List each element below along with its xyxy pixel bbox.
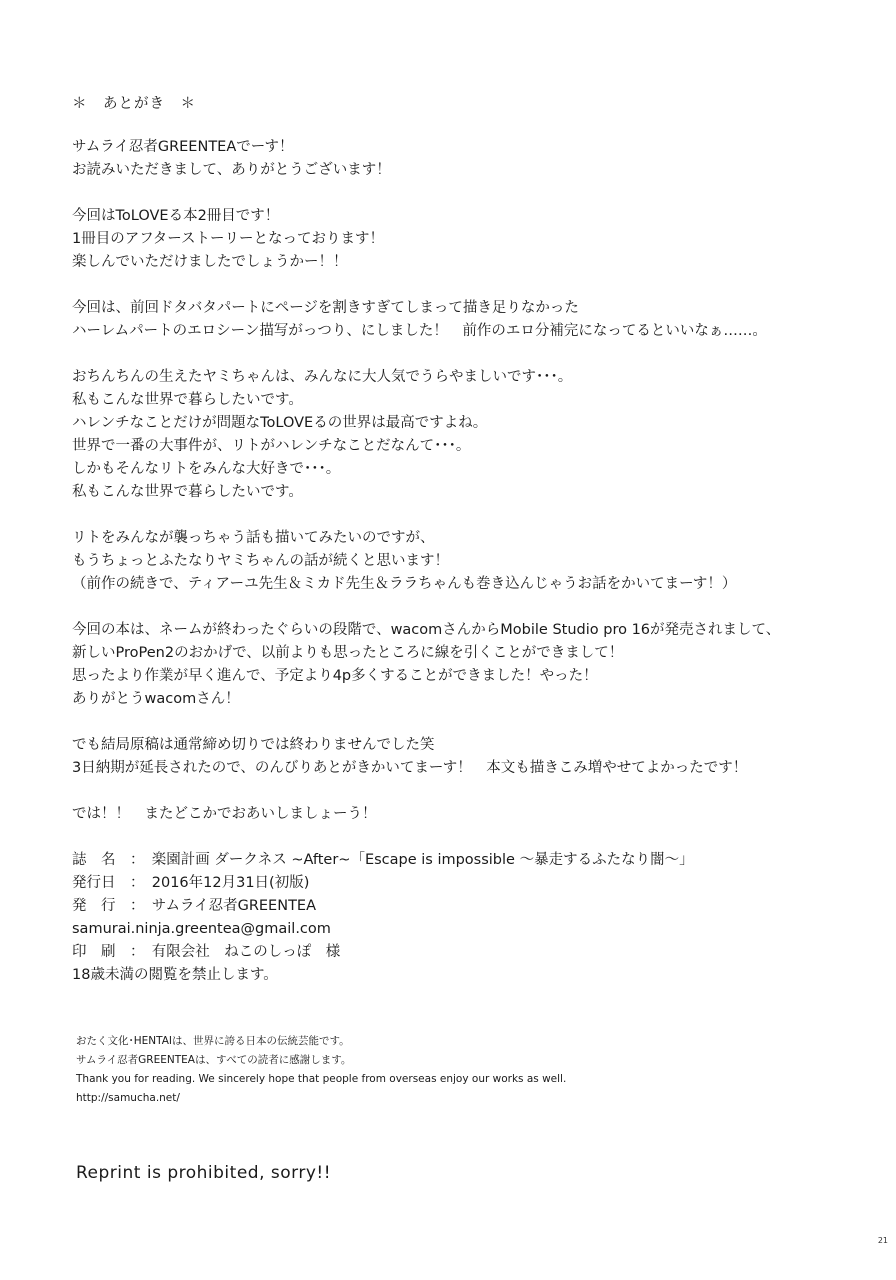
footer-note — [76, 1032, 836, 1108]
text-line: 思ったより作業が早く進んで、予定より4p多くすることができました！やった！ — [72, 668, 598, 684]
paragraph-future-plans — [72, 527, 872, 596]
text-line: 3日納期が延長されたので、のんびりあとがきかいてまーす！ 本文も描きこみ増やせてよかったです！ — [72, 760, 748, 776]
text-line: もうちょっとふたなりヤミちゃんの話が続くと思います！ — [72, 553, 449, 569]
text-line: ありがとうwacomさん！ — [72, 691, 240, 707]
text-line: でも結局原稿は通常締め切りでは終わりませんでした笑 — [72, 737, 435, 753]
text-line: お読みいただきまして、ありがとうございます！ — [72, 162, 391, 178]
colophon-publisher: 発 行 ： サムライ忍者GREENTEA — [72, 898, 317, 914]
text-line: ハーレムパートのエロシーン描写がっつり、にしました！ 前作のエロ分補完になってるといいなぁ……。 — [72, 323, 767, 339]
paragraph-deadline-note — [72, 734, 872, 780]
colophon-date: 発行日 ： 2016年12月31日(初版) — [72, 875, 310, 891]
text-line: おちんちんの生えたヤミちゃんは、みんなに大人気でうらやましいです･･･。 — [72, 369, 573, 385]
text-line: 世界で一番の大事件が、リトがハレンチなことだなんて･･･。 — [72, 438, 471, 454]
text-line: 今回の本は、ネームが終わったぐらいの段階で、wacomさんからMobile Studio pro 16が発売されまして、 — [72, 622, 781, 638]
text-line: ハレンチなことだけが問題なToLOVEるの世界は最高ですよね。 — [72, 415, 488, 431]
colophon-age-notice: 18歳未満の閲覧を禁止します。 — [72, 967, 278, 983]
text-line: では！！ またどこかでおあいしましょーう！ — [72, 806, 377, 822]
afterword-body — [72, 136, 872, 987]
paragraph-wacom-note — [72, 619, 872, 711]
paragraph-book-intro — [72, 205, 872, 274]
colophon-title: 誌 名 ： 楽園計画 ダークネス ~After~「Escape is impossible 〜暴走するふたなり闇〜」 — [72, 852, 694, 868]
reprint-notice: Reprint is prohibited, sorry!! — [76, 1163, 332, 1183]
afterword-heading: ＊ あとがき ＊ — [72, 96, 196, 112]
footer-note-line: おたく文化･HENTAIは、世界に誇る日本の伝統芸能です。 — [76, 1035, 350, 1047]
text-line: サムライ忍者GREENTEAでーす！ — [72, 139, 294, 155]
text-line: リトをみんなが襲っちゃう話も描いてみたいのですが、 — [72, 530, 435, 546]
colophon — [72, 849, 872, 987]
text-line: 私もこんな世界で暮らしたいです。 — [72, 392, 303, 408]
paragraph-farewell — [72, 803, 872, 826]
text-line: しかもそんなリトをみんな大好きで･･･。 — [72, 461, 341, 477]
text-line: 今回は、前回ドタバタパートにページを割きすぎてしまって描き足りなかった — [72, 300, 579, 316]
paragraph-content-note — [72, 297, 872, 343]
text-line: （前作の続きで、ティアーユ先生＆ミカド先生＆ララちゃんも巻き込んじゃうお話をかいてまーす！） — [72, 576, 737, 592]
text-line: 私もこんな世界で暮らしたいです。 — [72, 484, 303, 500]
footer-note-line: サムライ忍者GREENTEAは、すべての読者に感謝します。 — [76, 1054, 352, 1066]
footer-note-line: Thank you for reading. We sincerely hope that people from overseas enjoy our works as well. — [76, 1073, 567, 1085]
text-line: 楽しんでいただけましたでしょうかー！！ — [72, 254, 348, 270]
text-line: 今回はToLOVEる本2冊目です！ — [72, 208, 280, 224]
colophon-printer: 印 刷 ： 有限会社 ねこのしっぽ 様 — [72, 944, 341, 960]
text-line: 新しいProPen2のおかげで、以前よりも思ったところに線を引くことができまして！ — [72, 645, 624, 661]
paragraph-world-comment — [72, 366, 872, 504]
paragraph-greeting — [72, 136, 872, 182]
page-number: 21 — [877, 1236, 888, 1245]
footer-url: http://samucha.net/ — [76, 1092, 180, 1104]
colophon-email: samurai.ninja.greentea@gmail.com — [72, 921, 331, 937]
text-line: 1冊目のアフターストーリーとなっております！ — [72, 231, 384, 247]
